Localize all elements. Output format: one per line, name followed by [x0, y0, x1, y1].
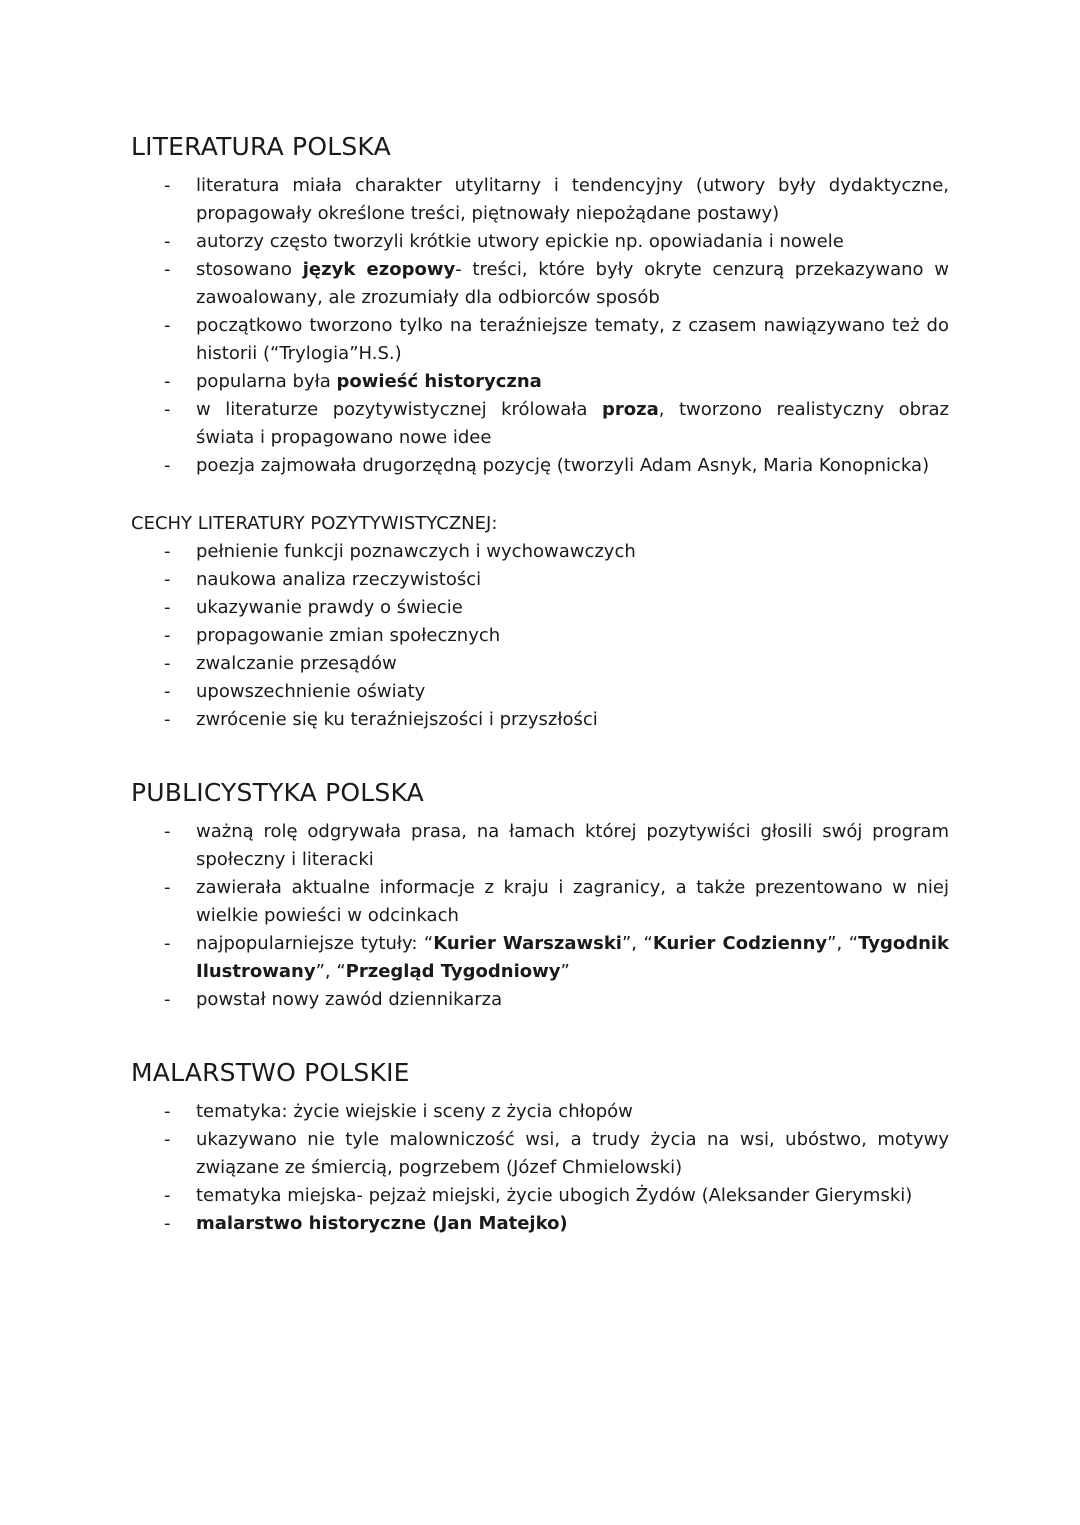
dash-bullet: -	[164, 455, 171, 476]
bold-text-run: Tygodnik Ilustrowany	[196, 933, 950, 982]
text-run: w literaturze pozytywistycznej królowała	[196, 399, 602, 420]
list-item-text	[196, 399, 949, 448]
dash-bullet: -	[164, 989, 171, 1010]
text-run: upowszechnienie oświaty	[196, 681, 426, 702]
list-publicystyka	[131, 818, 949, 1014]
text-run: tematyka: życie wiejskie i sceny z życia chłopów	[196, 1101, 633, 1122]
bold-text-run: Przegląd Tygodniowy	[345, 961, 561, 982]
text-run: literatura miała charakter utylitarny i tendencyjny (utwory były dydaktyczne, propagowały określone treści, piętnowały niepożądane postawy)	[196, 175, 949, 224]
section-title-malarstwo: MALARSTWO POLSKIE	[131, 1058, 410, 1087]
subheading-cechy: CECHY LITERATURY POZYTYWISTYCZNEJ:	[131, 513, 498, 534]
bold-text-run: malarstwo historyczne (Jan Matejko)	[196, 1213, 568, 1234]
list-malarstwo	[131, 1098, 949, 1238]
text-run: tematyka miejska- pejzaż miejski, życie ubogich Żydów (Aleksander Gierymski)	[196, 1185, 913, 1206]
list-item-text	[196, 1213, 568, 1234]
dash-bullet: -	[164, 1185, 171, 1206]
list-item	[131, 256, 949, 312]
text-run: najpopularniejsze tytuły: “	[196, 933, 434, 954]
list-item-text	[196, 933, 949, 982]
text-run: zawierała aktualne informacje z kraju i zagranicy, a także prezentowano w niej wielkie powieści w odcinkach	[196, 877, 949, 926]
bold-text-run: Kurier Codzienny	[652, 933, 828, 954]
list-item-text	[196, 259, 949, 308]
dash-bullet: -	[164, 1101, 171, 1122]
text-run: pełnienie funkcji poznawczych i wychowawczych	[196, 541, 636, 562]
list-item	[131, 566, 949, 594]
dash-bullet: -	[164, 653, 171, 674]
list-item	[131, 818, 949, 874]
dash-bullet: -	[164, 709, 171, 730]
dash-bullet: -	[164, 1213, 171, 1234]
list-item-text	[196, 597, 463, 618]
list-item	[131, 930, 949, 986]
section-title-literatura: LITERATURA POLSKA	[131, 132, 391, 161]
list-item-text	[196, 541, 636, 562]
list-item-text	[196, 569, 481, 590]
dash-bullet: -	[164, 569, 171, 590]
text-run: , tworzono realistyczny obraz świata i propagowano nowe idee	[196, 399, 949, 448]
dash-bullet: -	[164, 597, 171, 618]
list-item-text	[196, 455, 929, 476]
list-item-text	[196, 1185, 912, 1206]
section-title-publicystyka: PUBLICYSTYKA POLSKA	[131, 778, 424, 807]
list-item	[131, 1126, 949, 1182]
dash-bullet: -	[164, 625, 171, 646]
dash-bullet: -	[164, 259, 171, 280]
list-item-text	[196, 681, 425, 702]
dash-bullet: -	[164, 175, 171, 196]
dash-bullet: -	[164, 399, 171, 420]
dash-bullet: -	[164, 877, 171, 898]
list-literatura	[131, 172, 949, 480]
list-item-text	[196, 231, 844, 252]
text-run: naukowa analiza rzeczywistości	[196, 569, 482, 590]
text-run: ukazywanie prawdy o świecie	[196, 597, 463, 618]
text-run: ważną rolę odgrywała prasa, na łamach której pozytywiści głosili swój program społeczny i literacki	[196, 821, 949, 870]
text-run: propagowanie zmian społecznych	[196, 625, 501, 646]
list-item	[131, 452, 949, 480]
list-item-text	[196, 821, 949, 870]
bold-text-run: Kurier Warszawski	[433, 933, 622, 954]
list-item-text	[196, 709, 598, 730]
list-item	[131, 312, 949, 368]
list-item	[131, 594, 949, 622]
text-run: ukazywano nie tyle malowniczość wsi, a trudy życia na wsi, ubóstwo, motywy związane ze śmiercią, pogrzebem (Józef Chmielowski)	[196, 1129, 949, 1178]
list-item-text	[196, 989, 502, 1010]
text-run: popularna była	[196, 371, 337, 392]
text-run: ”, “	[827, 933, 859, 954]
list-item	[131, 1210, 949, 1238]
text-run: ”, “	[621, 933, 653, 954]
dash-bullet: -	[164, 231, 171, 252]
list-item-text	[196, 1129, 949, 1178]
list-item-text	[196, 315, 949, 364]
text-run: zwalczanie przesądów	[196, 653, 397, 674]
dash-bullet: -	[164, 821, 171, 842]
list-item-text	[196, 371, 542, 392]
text-run: stosowano	[196, 259, 303, 280]
dash-bullet: -	[164, 681, 171, 702]
list-item	[131, 396, 949, 452]
list-item-text	[196, 175, 949, 224]
bold-text-run: język ezopowy	[302, 259, 456, 280]
list-item-text	[196, 625, 500, 646]
list-item	[131, 368, 949, 396]
list-item	[131, 172, 949, 228]
list-item	[131, 986, 949, 1014]
text-run: początkowo tworzono tylko na teraźniejsze tematy, z czasem nawiązywano też do historii (“Trylogia”H.S.)	[196, 315, 949, 364]
text-run: poezja zajmowała drugorzędną pozycję (tworzyli Adam Asnyk, Maria Konopnicka)	[196, 455, 930, 476]
text-run: ”, “	[315, 961, 346, 982]
dash-bullet: -	[164, 541, 171, 562]
bold-text-run: proza	[601, 399, 659, 420]
list-item	[131, 874, 949, 930]
dash-bullet: -	[164, 371, 171, 392]
list-item-text	[196, 1101, 633, 1122]
dash-bullet: -	[164, 1129, 171, 1150]
bold-text-run: powieść historyczna	[336, 371, 542, 392]
list-item	[131, 706, 949, 734]
list-item	[131, 650, 949, 678]
list-item	[131, 538, 949, 566]
dash-bullet: -	[164, 933, 171, 954]
list-item	[131, 1098, 949, 1126]
text-run: ”	[560, 961, 570, 982]
list-item-text	[196, 877, 949, 926]
text-run: - treści, które były okryte cenzurą przekazywano w zawoalowany, ale zrozumiały dla odbiorców sposób	[196, 259, 950, 308]
list-cechy	[131, 538, 949, 734]
document-page	[131, 128, 949, 1238]
dash-bullet: -	[164, 315, 171, 336]
list-item-text	[196, 653, 397, 674]
list-item	[131, 678, 949, 706]
text-run: powstał nowy zawód dziennikarza	[196, 989, 503, 1010]
list-item	[131, 228, 949, 256]
text-run: autorzy często tworzyli krótkie utwory epickie np. opowiadania i nowele	[196, 231, 844, 252]
list-item	[131, 622, 949, 650]
list-item	[131, 1182, 949, 1210]
text-run: zwrócenie się ku teraźniejszości i przyszłości	[196, 709, 598, 730]
